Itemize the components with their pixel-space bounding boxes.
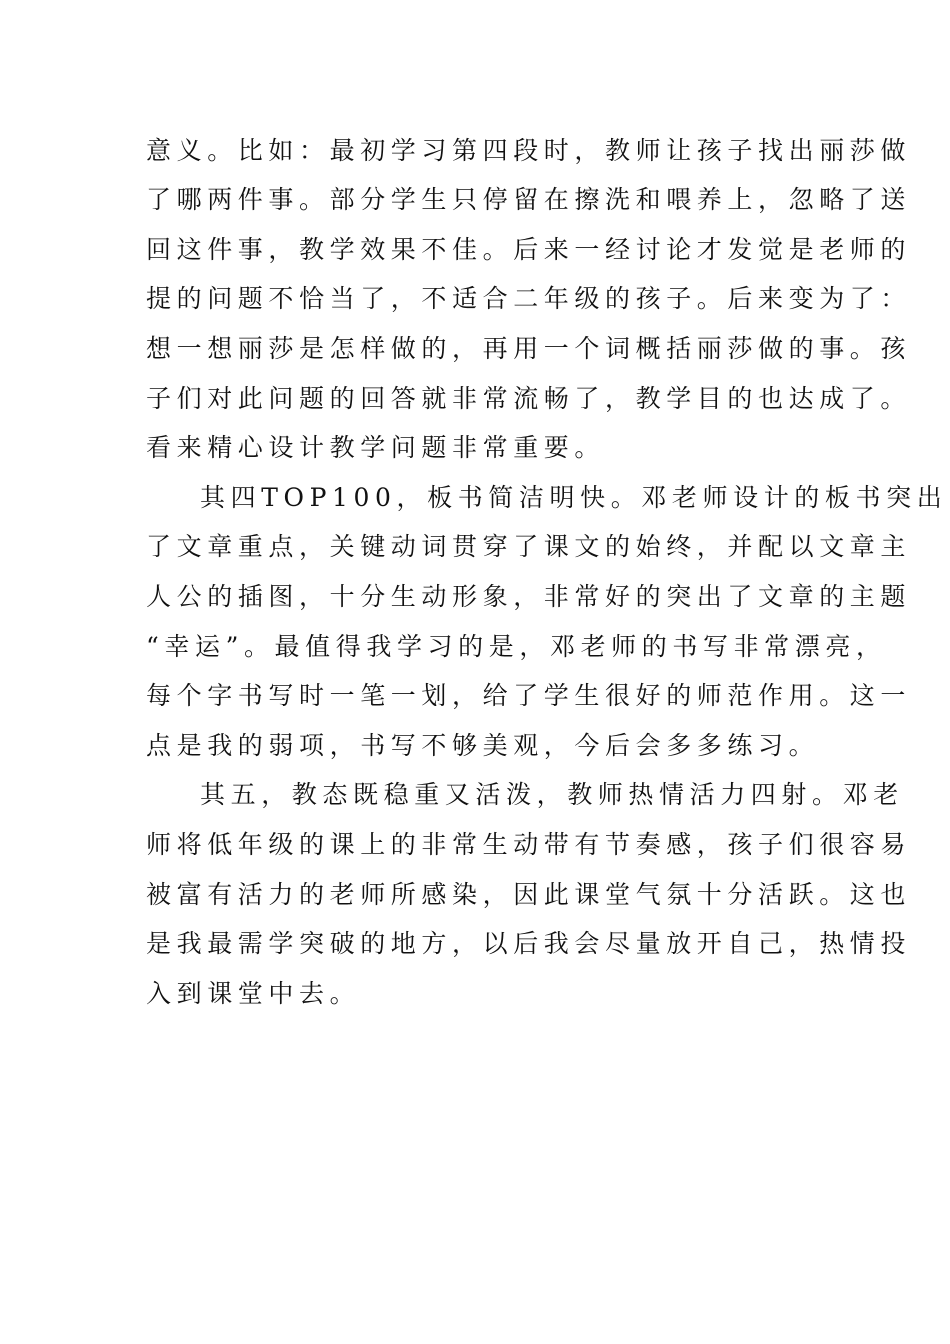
text-line: 人公的插图，十分生动形象，非常好的突出了文章的主题 [146, 582, 912, 611]
text-line: “幸运”。最值得我学习的是，邓老师的书写非常漂亮， [146, 632, 887, 661]
text-line: 回这件事，教学效果不佳。后来一经讨论才发觉是老师的 [146, 235, 912, 264]
text-line: 点是我的弱项，书写不够美观，今后会多多练习。 [146, 731, 820, 760]
text-line: 想一想丽莎是怎样做的，再用一个词概括丽莎做的事。孩 [146, 334, 912, 363]
text-line: 提的问题不恰当了，不适合二年级的孩子。后来变为了： [146, 284, 912, 313]
text-line: 入到课堂中去。 [146, 979, 361, 1008]
text-line: 了文章重点，关键动词贯穿了课文的始终，并配以文章主 [146, 532, 912, 561]
paragraph-first-line: 其四TOP100，板书简洁明快。邓老师设计的板书突出 [200, 483, 948, 512]
text-line: 看来精心设计教学问题非常重要。 [146, 433, 606, 462]
text-line: 每个字书写时一笔一划，给了学生很好的师范作用。这一 [146, 681, 912, 710]
text-line: 子们对此问题的回答就非常流畅了，教学目的也达成了。 [146, 384, 912, 413]
text-line: 意义。比如：最初学习第四段时，教师让孩子找出丽莎做 [146, 136, 912, 165]
paragraph-first-line: 其五，教态既稳重又活泼，教师热情活力四射。邓老 [200, 780, 904, 809]
text-line: 是我最需学突破的地方，以后我会尽量放开自己，热情投 [146, 929, 912, 958]
text-line: 师将低年级的课上的非常生动带有节奏感，孩子们很容易 [146, 830, 912, 859]
text-line: 了哪两件事。部分学生只停留在擦洗和喂养上，忽略了送 [146, 185, 912, 214]
text-line: 被富有活力的老师所感染，因此课堂气氛十分活跃。这也 [146, 880, 912, 909]
